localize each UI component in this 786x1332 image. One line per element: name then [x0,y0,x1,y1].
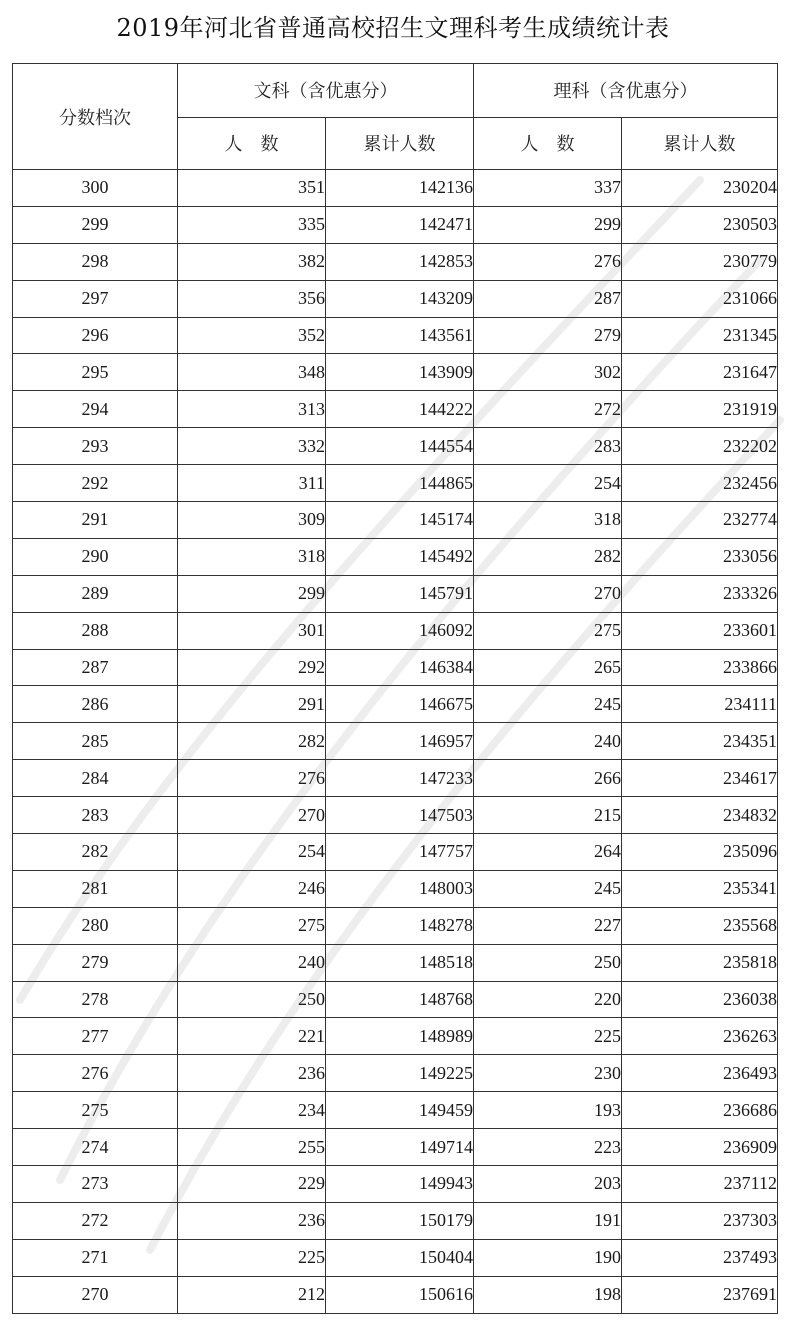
arts-cumulative-cell: 148989 [326,1018,474,1055]
science-count-cell: 240 [474,723,622,760]
arts-cumulative-cell: 150616 [326,1276,474,1313]
table-row [13,391,778,428]
score-cell: 281 [13,870,178,907]
arts-cumulative-cell: 143909 [326,354,474,391]
science-count-cell: 230 [474,1055,622,1092]
score-cell: 298 [13,243,178,280]
science-count-cell: 215 [474,797,622,834]
arts-count-cell: 275 [178,907,326,944]
arts-cumulative-cell: 149225 [326,1055,474,1092]
science-cumulative-cell: 233326 [622,575,778,612]
score-cell: 287 [13,649,178,686]
science-cumulative-cell: 233056 [622,538,778,575]
table-row [13,981,778,1018]
score-cell: 284 [13,760,178,797]
score-cell: 273 [13,1166,178,1203]
science-cumulative-cell: 234832 [622,797,778,834]
table-row [13,686,778,723]
score-cell: 297 [13,280,178,317]
score-cell: 271 [13,1239,178,1276]
science-cumulative-cell: 231345 [622,317,778,354]
science-cumulative-cell: 230204 [622,170,778,207]
score-cell: 299 [13,206,178,243]
science-cumulative-header: 累计人数 [622,117,778,170]
arts-count-cell: 234 [178,1092,326,1129]
science-cumulative-cell: 236038 [622,981,778,1018]
arts-cumulative-cell: 144554 [326,428,474,465]
science-cumulative-cell: 232456 [622,465,778,502]
science-cumulative-cell: 235096 [622,834,778,871]
arts-cumulative-cell: 146092 [326,612,474,649]
science-cumulative-cell: 233866 [622,649,778,686]
table-row [13,834,778,871]
arts-count-cell: 311 [178,465,326,502]
science-cumulative-cell: 237303 [622,1202,778,1239]
score-cell: 289 [13,575,178,612]
arts-cumulative-cell: 144222 [326,391,474,428]
science-count-cell: 220 [474,981,622,1018]
arts-count-cell: 240 [178,944,326,981]
table-row [13,575,778,612]
science-count-cell: 203 [474,1166,622,1203]
score-cell: 280 [13,907,178,944]
table-body [13,170,778,1314]
table-row [13,317,778,354]
arts-cumulative-cell: 150404 [326,1239,474,1276]
science-count-cell: 272 [474,391,622,428]
table-row [13,1129,778,1166]
science-cumulative-cell: 231066 [622,280,778,317]
science-cumulative-cell: 236263 [622,1018,778,1055]
arts-count-header: 人 数 [178,117,326,170]
arts-cumulative-cell: 145791 [326,575,474,612]
arts-cumulative-cell: 147503 [326,797,474,834]
science-cumulative-cell: 230779 [622,243,778,280]
science-cumulative-cell: 231919 [622,391,778,428]
arts-cumulative-cell: 149943 [326,1166,474,1203]
score-cell: 300 [13,170,178,207]
arts-cumulative-cell: 144865 [326,465,474,502]
arts-count-cell: 299 [178,575,326,612]
arts-count-cell: 221 [178,1018,326,1055]
table-row [13,907,778,944]
science-cumulative-cell: 235818 [622,944,778,981]
arts-count-cell: 212 [178,1276,326,1313]
science-count-cell: 264 [474,834,622,871]
arts-count-cell: 270 [178,797,326,834]
arts-count-cell: 246 [178,870,326,907]
document-title: 2019年河北省普通高校招生文理科考生成绩统计表 [116,14,670,42]
science-count-cell: 265 [474,649,622,686]
arts-count-cell: 229 [178,1166,326,1203]
arts-count-cell: 309 [178,502,326,539]
arts-count-cell: 332 [178,428,326,465]
science-count-cell: 283 [474,428,622,465]
science-cumulative-cell: 236686 [622,1092,778,1129]
arts-cumulative-cell: 148278 [326,907,474,944]
science-cumulative-cell: 237691 [622,1276,778,1313]
science-cumulative-cell: 236909 [622,1129,778,1166]
score-cell: 292 [13,465,178,502]
table-row [13,502,778,539]
science-count-cell: 302 [474,354,622,391]
science-cumulative-cell: 235341 [622,870,778,907]
table-row [13,1092,778,1129]
score-cell: 278 [13,981,178,1018]
arts-cumulative-cell: 146384 [326,649,474,686]
arts-count-cell: 254 [178,834,326,871]
table-row [13,465,778,502]
arts-cumulative-cell: 147233 [326,760,474,797]
science-count-cell: 227 [474,907,622,944]
table-row [13,944,778,981]
table-row [13,1202,778,1239]
arts-cumulative-cell: 142471 [326,206,474,243]
science-cumulative-cell: 232774 [622,502,778,539]
science-cumulative-cell: 237112 [622,1166,778,1203]
arts-count-cell: 352 [178,317,326,354]
table-row [13,428,778,465]
arts-group-header: 文科（含优惠分） [178,64,474,118]
science-count-cell: 299 [474,206,622,243]
arts-cumulative-cell: 150179 [326,1202,474,1239]
table-row [13,538,778,575]
science-group-header: 理科（含优惠分） [474,64,778,118]
arts-cumulative-cell: 148768 [326,981,474,1018]
score-cell: 282 [13,834,178,871]
arts-count-cell: 318 [178,538,326,575]
score-cell: 296 [13,317,178,354]
science-count-cell: 193 [474,1092,622,1129]
arts-count-cell: 282 [178,723,326,760]
score-column-header: 分数档次 [13,64,178,170]
science-cumulative-cell: 236493 [622,1055,778,1092]
science-cumulative-cell: 234351 [622,723,778,760]
table-row [13,1018,778,1055]
science-count-cell: 318 [474,502,622,539]
score-cell: 285 [13,723,178,760]
science-count-cell: 225 [474,1018,622,1055]
score-cell: 295 [13,354,178,391]
arts-cumulative-cell: 142136 [326,170,474,207]
science-cumulative-cell: 234111 [622,686,778,723]
science-cumulative-cell: 233601 [622,612,778,649]
arts-cumulative-cell: 148003 [326,870,474,907]
table-header [13,64,778,170]
arts-count-cell: 356 [178,280,326,317]
science-count-cell: 191 [474,1202,622,1239]
science-cumulative-cell: 237493 [622,1239,778,1276]
arts-cumulative-cell: 146957 [326,723,474,760]
science-count-cell: 337 [474,170,622,207]
arts-cumulative-cell: 148518 [326,944,474,981]
arts-count-cell: 301 [178,612,326,649]
score-cell: 279 [13,944,178,981]
table-row [13,170,778,207]
table-row [13,612,778,649]
arts-cumulative-cell: 142853 [326,243,474,280]
table-row [13,797,778,834]
table-row [13,206,778,243]
science-count-cell: 254 [474,465,622,502]
science-cumulative-cell: 232202 [622,428,778,465]
table-row [13,649,778,686]
arts-count-cell: 382 [178,243,326,280]
science-count-cell: 282 [474,538,622,575]
arts-cumulative-cell: 149714 [326,1129,474,1166]
science-count-cell: 245 [474,686,622,723]
arts-cumulative-cell: 147757 [326,834,474,871]
science-count-cell: 276 [474,243,622,280]
score-cell: 290 [13,538,178,575]
science-count-cell: 190 [474,1239,622,1276]
table-row [13,280,778,317]
score-cell: 274 [13,1129,178,1166]
arts-cumulative-cell: 149459 [326,1092,474,1129]
arts-cumulative-cell: 143209 [326,280,474,317]
science-count-cell: 245 [474,870,622,907]
science-count-cell: 198 [474,1276,622,1313]
science-count-cell: 223 [474,1129,622,1166]
arts-count-cell: 291 [178,686,326,723]
table-row [13,1276,778,1313]
score-cell: 277 [13,1018,178,1055]
arts-cumulative-cell: 143561 [326,317,474,354]
science-count-cell: 279 [474,317,622,354]
score-cell: 286 [13,686,178,723]
arts-count-cell: 276 [178,760,326,797]
science-count-cell: 287 [474,280,622,317]
science-count-cell: 270 [474,575,622,612]
score-cell: 270 [13,1276,178,1313]
arts-cumulative-cell: 146675 [326,686,474,723]
science-count-header: 人 数 [474,117,622,170]
table-row [13,243,778,280]
score-cell: 276 [13,1055,178,1092]
arts-count-cell: 292 [178,649,326,686]
table-row [13,1166,778,1203]
score-cell: 293 [13,428,178,465]
score-cell: 291 [13,502,178,539]
table-row [13,870,778,907]
arts-count-cell: 351 [178,170,326,207]
score-statistics-table [12,63,778,1314]
arts-count-cell: 236 [178,1202,326,1239]
score-cell: 272 [13,1202,178,1239]
science-cumulative-cell: 230503 [622,206,778,243]
science-cumulative-cell: 234617 [622,760,778,797]
arts-cumulative-cell: 145492 [326,538,474,575]
science-cumulative-cell: 231647 [622,354,778,391]
science-count-cell: 250 [474,944,622,981]
score-cell: 294 [13,391,178,428]
arts-count-cell: 225 [178,1239,326,1276]
arts-count-cell: 250 [178,981,326,1018]
arts-cumulative-header: 累计人数 [326,117,474,170]
arts-count-cell: 236 [178,1055,326,1092]
score-cell: 283 [13,797,178,834]
science-count-cell: 266 [474,760,622,797]
arts-cumulative-cell: 145174 [326,502,474,539]
score-cell: 288 [13,612,178,649]
arts-count-cell: 255 [178,1129,326,1166]
arts-count-cell: 348 [178,354,326,391]
science-count-cell: 275 [474,612,622,649]
table-row [13,354,778,391]
table-row [13,723,778,760]
science-cumulative-cell: 235568 [622,907,778,944]
table-row [13,760,778,797]
table-row [13,1239,778,1276]
table-row [13,1055,778,1092]
arts-count-cell: 313 [178,391,326,428]
arts-count-cell: 335 [178,206,326,243]
score-cell: 275 [13,1092,178,1129]
